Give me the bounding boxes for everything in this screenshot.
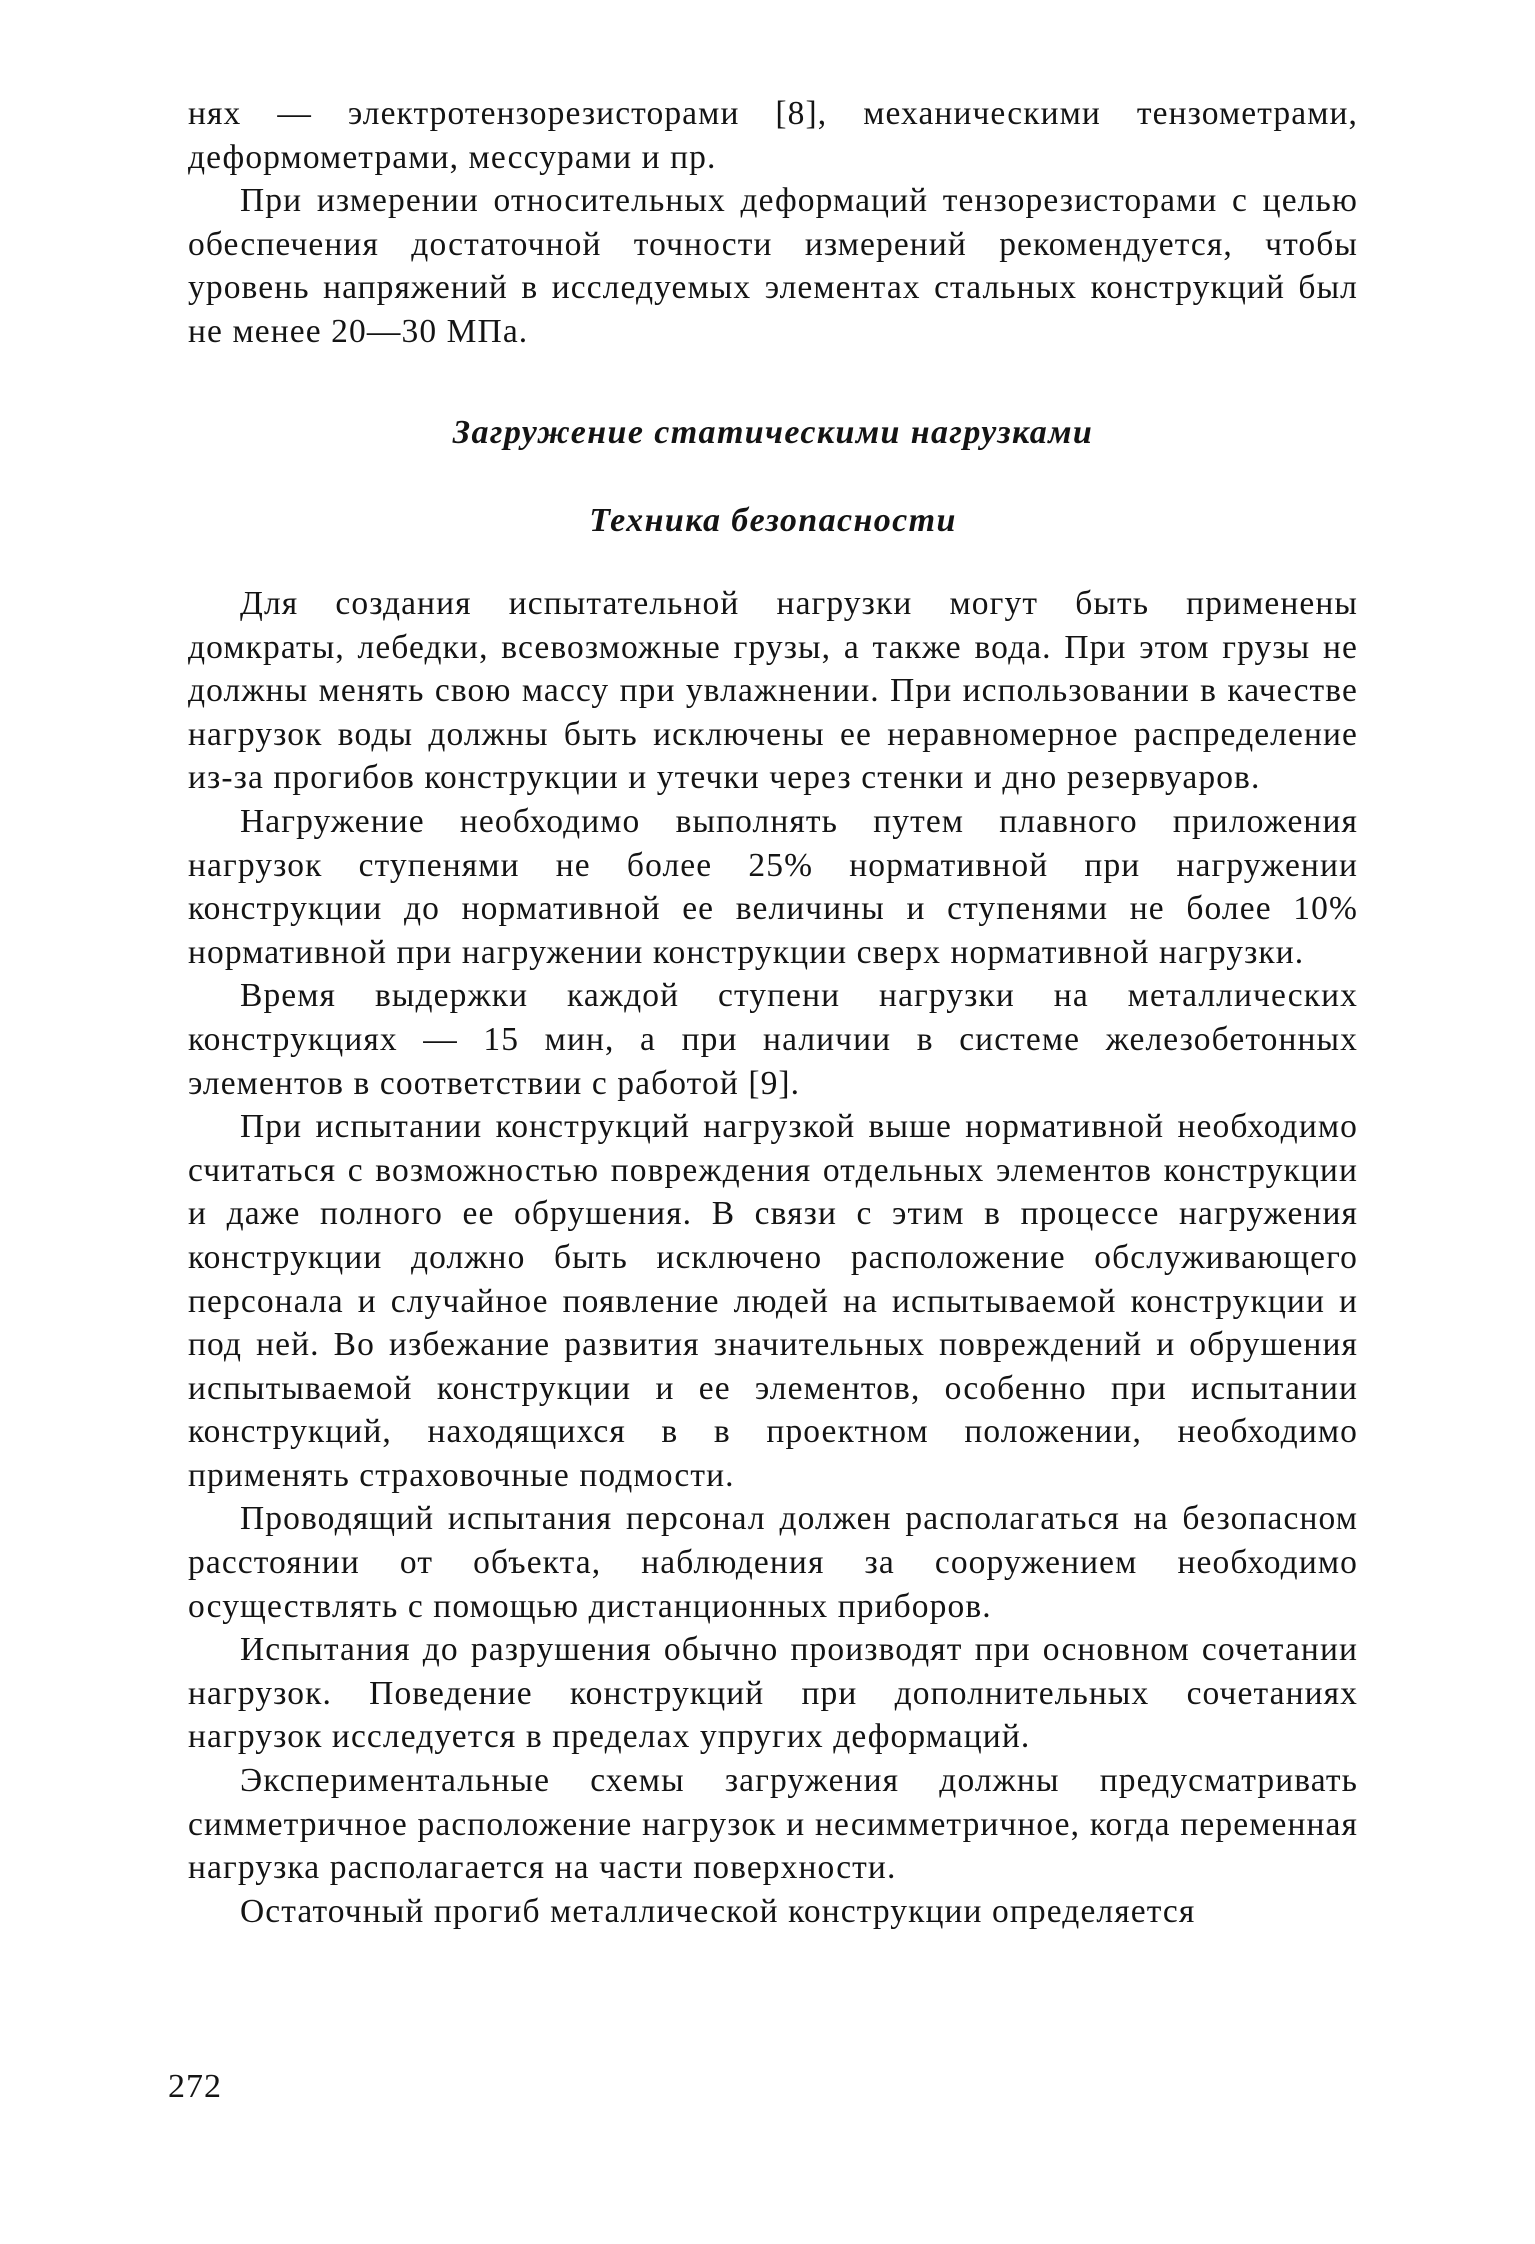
body-text-block (188, 582, 1358, 1933)
top-text-block (188, 92, 1358, 354)
paragraph: Испытания до разрушения обычно производят при основном сочетании нагрузок. Поведение конструкций при дополнительных сочетаниях нагрузок исследуется в пределах упругих деформаций. (188, 1631, 1358, 1756)
paragraph: Остаточный прогиб металлической конструкции определяется (240, 1892, 1196, 1930)
continued-paragraph: нях — электротензорезисторами [8], механическими тензометрами, деформометрами, мессурами и пр. (188, 95, 1358, 176)
paragraph: Время выдержки каждой ступени нагрузки на металлических конструкциях — 15 мин, а при наличии в системе железобетонных элементов в соответствии с работой [9]. (188, 977, 1358, 1102)
paragraph: Экспериментальные схемы загружения должны предусматривать симметричное расположение нагрузок и несимметричное, когда переменная нагрузка располагается на части поверхности. (188, 1762, 1358, 1887)
subsection-heading: Техника безопасности (589, 502, 957, 539)
paragraph: Проводящий испытания персонал должен располагаться на безопасном расстоянии от объекта, наблюдения за сооружением необходимо осуществлять с помощью дистанционных приборов. (188, 1500, 1358, 1625)
paragraph: Нагружение необходимо выполнять путем плавного приложения нагрузок ступенями не более 25% нормативной при нагружении конструкции до нормативной ее величины и ступенями не более 10% нормативной при нагружении конструкции сверх нормативной нагрузки. (188, 802, 1358, 971)
paragraph-measurement: При измерении относительных деформаций тензорезисторами с целью обеспечения достаточной точности измерений рекомендуется, чтобы уровень напряжений в исследуемых элементах стальных конструкций был не менее 20—30 МПа. (188, 182, 1358, 350)
section-heading: Загружение статическими нагрузками (452, 414, 1094, 451)
paragraph: При испытании конструкций нагрузкой выше нормативной необходимо считаться с возможностью повреждения отдельных элементов конструкции и даже полного ее обрушения. В связи с этим в процессе нагружения конструкции должно быть исключено расположение обслуживающего персонала и случайное появление людей на испытываемой конструкции и под ней. Во избежание развития значительных повреждений и обрушения испытываемой конструкции и ее элементов, особенно при испытании конструкций, находящихся в в проектном положении, необходимо применять страховочные подмости. (188, 1108, 1358, 1494)
page-number: 272 (168, 2068, 222, 2105)
paragraph: Для создания испытательной нагрузки могут быть применены домкраты, лебедки, всевозможные грузы, а также вода. При этом грузы не должны менять свою массу при увлажнении. При использовании в качестве нагрузок воды должны быть исключены ее неравномерное распределение из-за прогибов конструкции и утечки через стенки и дно резервуаров. (188, 585, 1358, 797)
